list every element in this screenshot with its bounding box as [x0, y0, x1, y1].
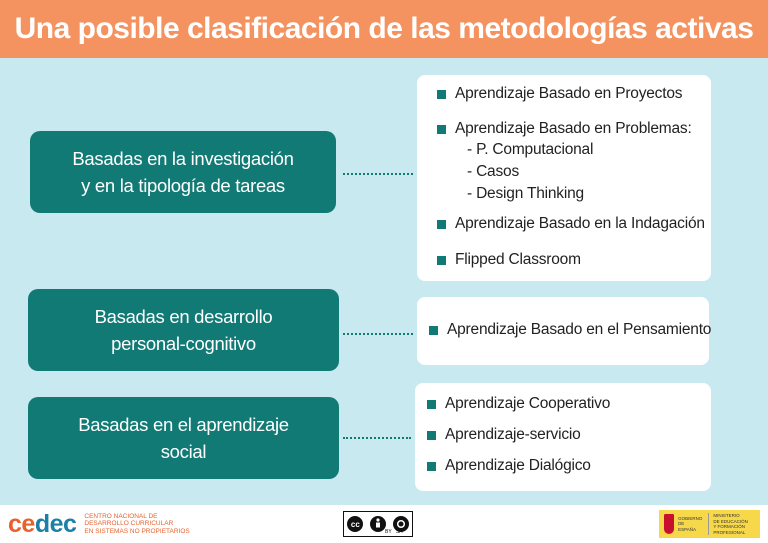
cedec-wordmark: cedec: [8, 509, 77, 538]
method-label: Aprendizaje Dialógico: [445, 457, 591, 474]
square-bullet-icon: [427, 431, 436, 440]
government-caption: GOBIERNO DE ESPAÑA: [678, 515, 703, 532]
connector-dots: [343, 173, 413, 175]
page-title: Una posible clasificación de las metodologías activas: [14, 12, 754, 45]
square-bullet-icon: [437, 90, 446, 99]
category-social: [28, 397, 339, 479]
category-label-line2: personal-cognitivo: [111, 333, 256, 354]
government-logo: [659, 510, 760, 538]
header-bar: [0, 0, 768, 58]
square-bullet-icon: [437, 256, 446, 265]
method-label: Aprendizaje-servicio: [445, 426, 581, 443]
method-item: [429, 321, 711, 339]
category-personal-cognitive: [28, 289, 339, 371]
ministry-caption: MINISTERIO DE EDUCACIÓN Y FORMACIÓN PROFESIONAL: [708, 513, 760, 535]
method-item: [437, 120, 692, 138]
method-item: [437, 251, 581, 269]
footer-bar: [0, 505, 768, 543]
category-label-line2: y en la tipología de tareas: [81, 175, 285, 196]
method-label: Aprendizaje Cooperativo: [445, 395, 611, 412]
method-subitem: - Casos: [467, 163, 520, 180]
method-subitem: - P. Computacional: [467, 141, 594, 158]
category-label-line1: Basadas en el aprendizaje: [78, 414, 289, 435]
method-label: Flipped Classroom: [455, 251, 581, 268]
methods-box-research: [417, 75, 711, 281]
category-research: [30, 131, 336, 213]
square-bullet-icon: [427, 400, 436, 409]
method-item: [437, 215, 705, 233]
category-label-line1: Basadas en la investigación: [72, 148, 294, 169]
square-bullet-icon: [429, 326, 438, 335]
method-label: Aprendizaje Basado en Proyectos: [455, 85, 683, 102]
methods-box-personal-cognitive: [417, 297, 712, 365]
square-bullet-icon: [437, 220, 446, 229]
connector-dots: [343, 333, 413, 335]
method-item: [427, 457, 591, 475]
method-label: Aprendizaje Basado en la Indagación: [455, 215, 705, 232]
category-label-line1: Basadas en desarrollo: [94, 306, 273, 327]
method-subitem: - Design Thinking: [467, 185, 584, 202]
cedec-caption: CENTRO NACIONAL DE DESARROLLO CURRICULAR EN SISTEMAS NO PROPIETARIOS: [84, 512, 190, 535]
method-item: [427, 395, 610, 413]
method-item: [437, 85, 682, 103]
method-label: Aprendizaje Basado en el Pensamiento: [447, 321, 712, 338]
cedec-logo: [8, 509, 190, 539]
square-bullet-icon: [437, 125, 446, 134]
connector-dots: [343, 437, 411, 439]
category-label-line2: social: [160, 441, 207, 462]
methods-box-social: [415, 383, 711, 491]
diagram-area: [0, 58, 768, 505]
method-item: [427, 426, 581, 444]
coat-of-arms-icon: [664, 514, 674, 534]
cc-license-labels: BY SA: [385, 529, 403, 535]
square-bullet-icon: [427, 462, 436, 471]
method-label: Aprendizaje Basado en Problemas:: [455, 120, 692, 137]
attribution-icon: [370, 516, 386, 532]
cc-badge: cc: [347, 516, 363, 532]
